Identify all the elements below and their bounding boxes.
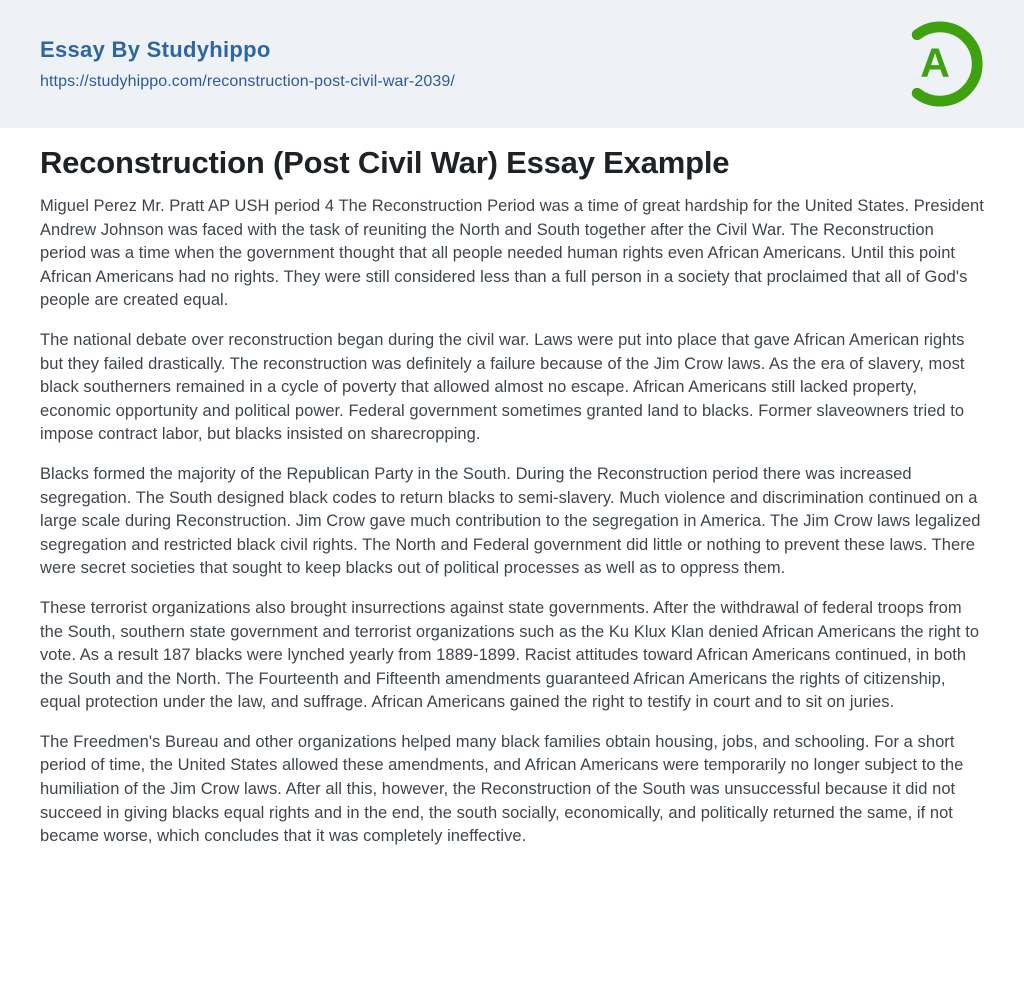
essay-article [0,128,1024,889]
header-text-block [40,37,455,90]
logo-letter: A [920,39,950,86]
essay-paragraph: These terrorist organizations also brought insurrections against state governments. After the withdrawal of federal troops from the South, southern state government and terrorist organizations such as the Ku Klux Klan denied African Americans the right to vote. As a result 187 blacks were lynched yearly from 1889-1899. Racist attitudes toward African Americans continued, in both the South and the North. The Fourteenth and Fifteenth amendments guaranteed African Americans the rights of citizenship, equal protection under the law, and suffrage. African Americans gained the right to testify in court and to sit on juries. [40,598,980,712]
essay-paragraph: The Freedmen's Bureau and other organizations helped many black families obtain housing, jobs, and schooling. For a short period of time, the United States allowed these amendments, and African Americans were temporarily no longer subject to the humiliation of the Jim Crow laws. After all this, however, the Reconstruction of the South was unsuccessful because it did not succeed in giving blacks equal rights and in the end, the south socially, economically, and politically returned the same, if not became worse, which concludes that it was completely ineffective. [40,732,964,846]
studyhippo-logo-icon [896,20,984,108]
site-title: Essay By Studyhippo [40,37,271,63]
essay-paragraph: Blacks formed the majority of the Republican Party in the South. During the Reconstruction period there was increased segregation. The South designed black codes to return blacks to semi-slavery. Much violence and discrimination continued on a large scale during Reconstruction. Jim Crow gave much contribution to the segregation in America. The Jim Crow laws legalized segregation and restricted black civil rights. The North and Federal government did little or nothing to prevent these laws. There were secret societies that sought to keep blacks out of political processes as well as to oppress them. [40,464,981,578]
essay-paragraph: Miguel Perez Mr. Pratt AP USH period 4 The Reconstruction Period was a time of great hardship for the United States. President Andrew Johnson was faced with the task of reuniting the North and South together after the Civil War. The Reconstruction period was a time when the government thought that all people needed human rights even African Americans. Until this point African Americans had no rights. They were still considered less than a full person in a society that proclaimed that all of God's people are created equal. [40,197,984,310]
logo-arc-icon [896,20,984,108]
page-header [0,0,1024,128]
source-url-link[interactable]: https://studyhippo.com/reconstruction-post-civil-war-2039/ [40,72,455,90]
essay-paragraph: The national debate over reconstruction began during the civil war. Laws were put into place that gave African American rights but they failed drastically. The reconstruction was definitely a failure because of the Jim Crow laws. As the era of slavery, most black southerners remained in a cycle of poverty that allowed almost no escape. African Americans still lacked property, economic opportunity and political power. Federal government sometimes granted land to blacks. Former slaveowners tried to impose contract labor, but blacks insisted on sharecropping. [40,330,965,444]
page-title: Reconstruction (Post Civil War) Essay Example [40,145,730,180]
